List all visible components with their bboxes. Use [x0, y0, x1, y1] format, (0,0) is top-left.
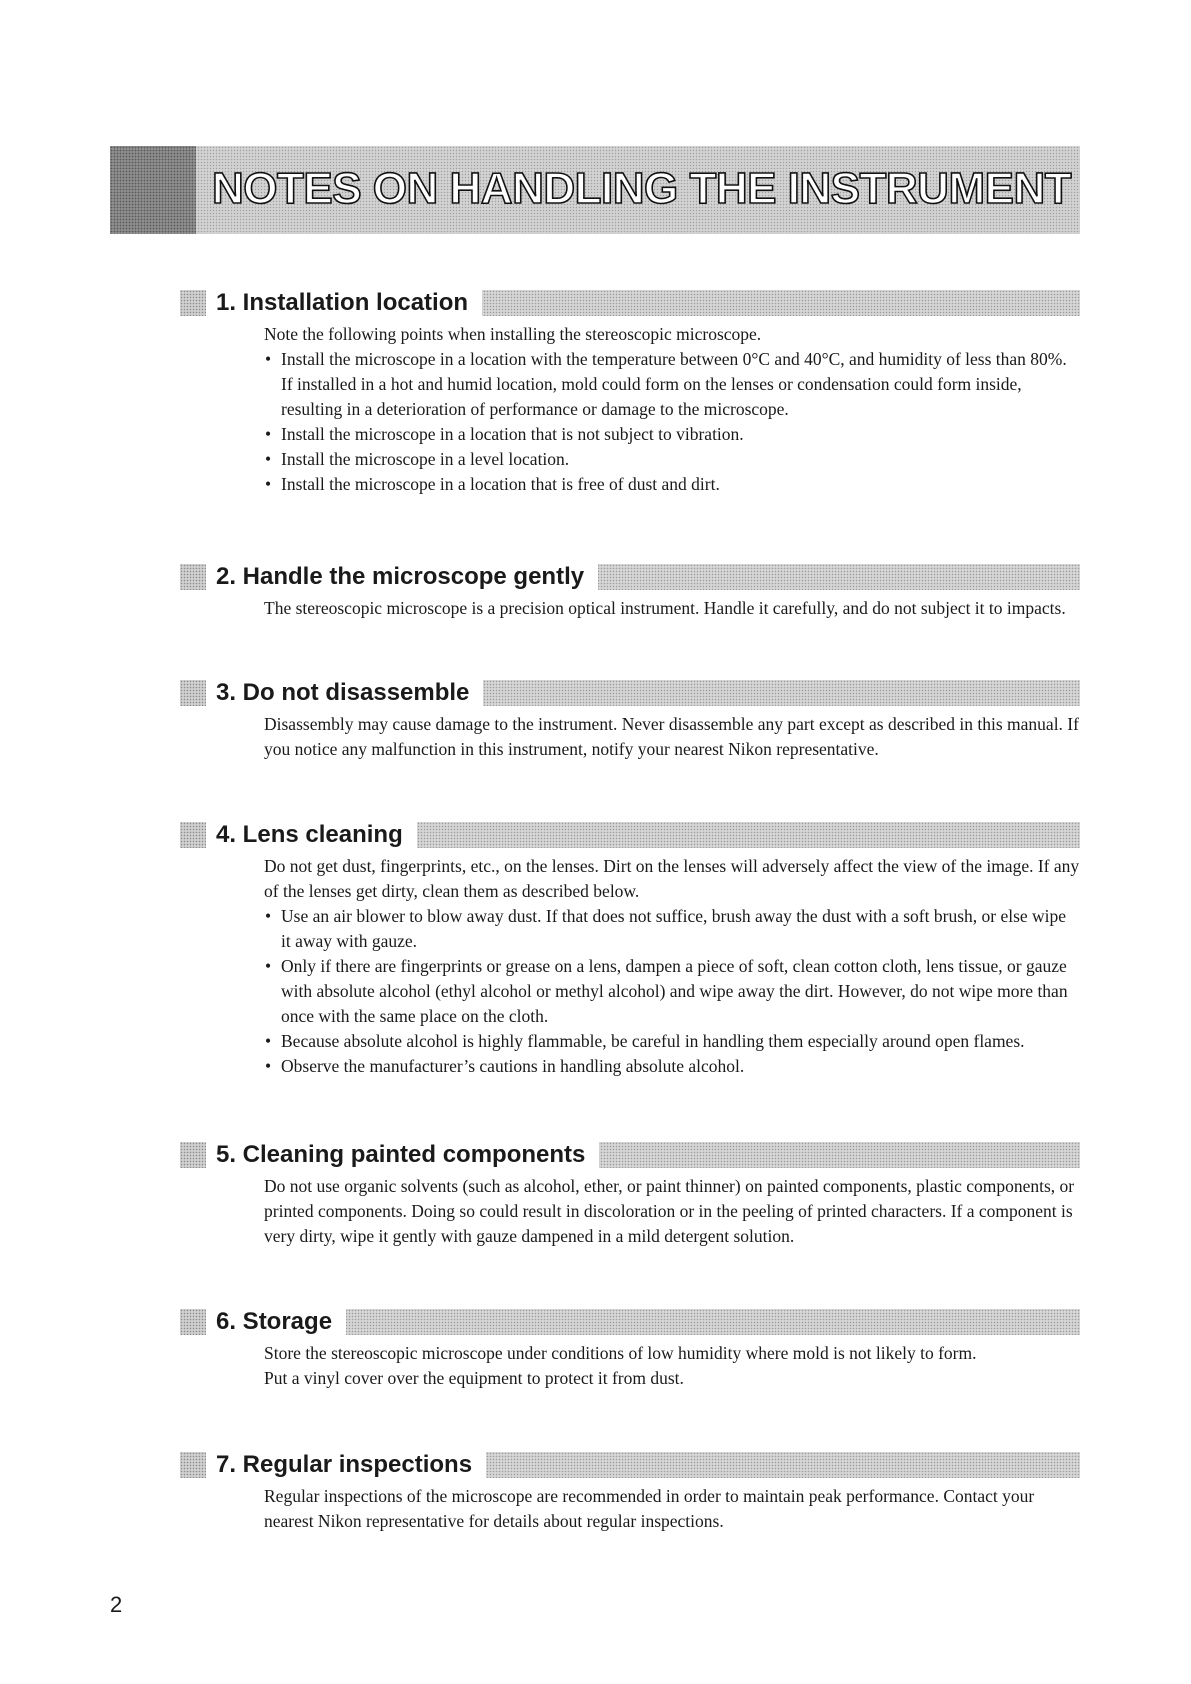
section-paragraph: Disassembly may cause damage to the instrument. Never disassemble any part except as described in this manual. If you notice any malfunction in this instrument, notify your nearest Nikon representative.: [264, 714, 1079, 759]
section-do-not-disassemble: [180, 676, 1080, 762]
section-marker-square: [180, 822, 206, 848]
bullet-item: • Install the microscope in a level location.: [264, 447, 1080, 472]
section-heading: [180, 818, 1080, 852]
section-body: [264, 596, 1080, 621]
section-heading: [180, 286, 1080, 320]
banner-accent-block: [110, 146, 196, 234]
section-regular-inspections: [180, 1448, 1080, 1534]
section-cleaning-painted-components: [180, 1138, 1080, 1249]
section-paragraph: Note the following points when installing the stereoscopic microscope.: [264, 324, 762, 344]
bullet-item: • Use an air blower to blow away dust. If that does not suffice, brush away the dust with a soft brush, or else wipe it away with gauze.: [264, 904, 1080, 954]
bullet-list: [264, 904, 1080, 1079]
section-title: 1. Installation location: [216, 286, 482, 320]
bullet-item: • Observe the manufacturer’s cautions in handling absolute alcohol.: [264, 1054, 1080, 1079]
page-number: 2: [110, 1592, 123, 1617]
bullet-item: • Install the microscope in a location with the temperature between 0°C and 40°C, and humidity of less than 80%. If installed in a hot and humid location, mold could form on the lenses or condensation could form inside, resulting in a deterioration of performance or damage to the microscope.: [264, 347, 1080, 422]
bullet-list: [264, 347, 1080, 497]
section-title: 2. Handle the microscope gently: [216, 560, 598, 594]
section-title: 7. Regular inspections: [216, 1448, 486, 1482]
section-title: 3. Do not disassemble: [216, 676, 483, 710]
section-body: [264, 1174, 1080, 1249]
section-title: 6. Storage: [216, 1305, 346, 1339]
section-paragraph: Do not use organic solvents (such as alcohol, ether, or paint thinner) on painted components, plastic components, or printed components. Doing so could result in discoloration or in the peeling of printed characters. If a component is very dirty, wipe it gently with gauze dampened in a mild detergent solution.: [264, 1176, 1075, 1246]
section-heading: [180, 1448, 1080, 1482]
section-paragraph: Do not get dust, fingerprints, etc., on the lenses. Dirt on the lenses will adversely affect the view of the image. If any of the lenses get dirty, clean them as described below.: [264, 856, 1080, 901]
section-marker-square: [180, 290, 206, 316]
section-paragraph: Put a vinyl cover over the equipment to protect it from dust.: [264, 1368, 684, 1388]
bullet-item: • Install the microscope in a location that is free of dust and dirt.: [264, 472, 1080, 497]
section-marker-square: [180, 1309, 206, 1335]
bullet-item: • Because absolute alcohol is highly flammable, be careful in handling them especially around open flames.: [264, 1029, 1080, 1054]
section-marker-square: [180, 1142, 206, 1168]
section-marker-square: [180, 564, 206, 590]
section-installation-location: [180, 286, 1080, 497]
section-paragraph: Regular inspections of the microscope are recommended in order to maintain peak performance. Contact your nearest Nikon representative for details about regular inspections.: [264, 1486, 1035, 1531]
section-storage: [180, 1305, 1080, 1391]
section-body: [264, 1484, 1080, 1534]
section-body: [264, 854, 1080, 1079]
section-body: [264, 1341, 1080, 1391]
section-lens-cleaning: [180, 818, 1080, 1079]
section-heading: [180, 560, 1080, 594]
page-title: NOTES ON HANDLING THE INSTRUMENT: [212, 164, 1072, 213]
title-banner: [110, 146, 1080, 234]
section-marker-square: [180, 1452, 206, 1478]
section-paragraph: The stereoscopic microscope is a precision optical instrument. Handle it carefully, and do not subject it to impacts.: [264, 598, 1066, 618]
section-title: 5. Cleaning painted components: [216, 1138, 599, 1172]
bullet-item: • Only if there are fingerprints or grease on a lens, dampen a piece of soft, clean cotton cloth, lens tissue, or gauze with absolute alcohol (ethyl alcohol or methyl alcohol) and wipe away the dirt. However, do not wipe more than once with the same place on the cloth.: [264, 954, 1080, 1029]
section-heading: [180, 1138, 1080, 1172]
section-handle-gently: [180, 560, 1080, 621]
section-marker-square: [180, 680, 206, 706]
section-title: 4. Lens cleaning: [216, 818, 417, 852]
bullet-item: • Install the microscope in a location that is not subject to vibration.: [264, 422, 1080, 447]
section-body: [264, 712, 1080, 762]
section-heading: [180, 676, 1080, 710]
section-body: [264, 322, 1080, 497]
section-heading: [180, 1305, 1080, 1339]
section-paragraph: Store the stereoscopic microscope under conditions of low humidity where mold is not likely to form.: [264, 1343, 977, 1363]
